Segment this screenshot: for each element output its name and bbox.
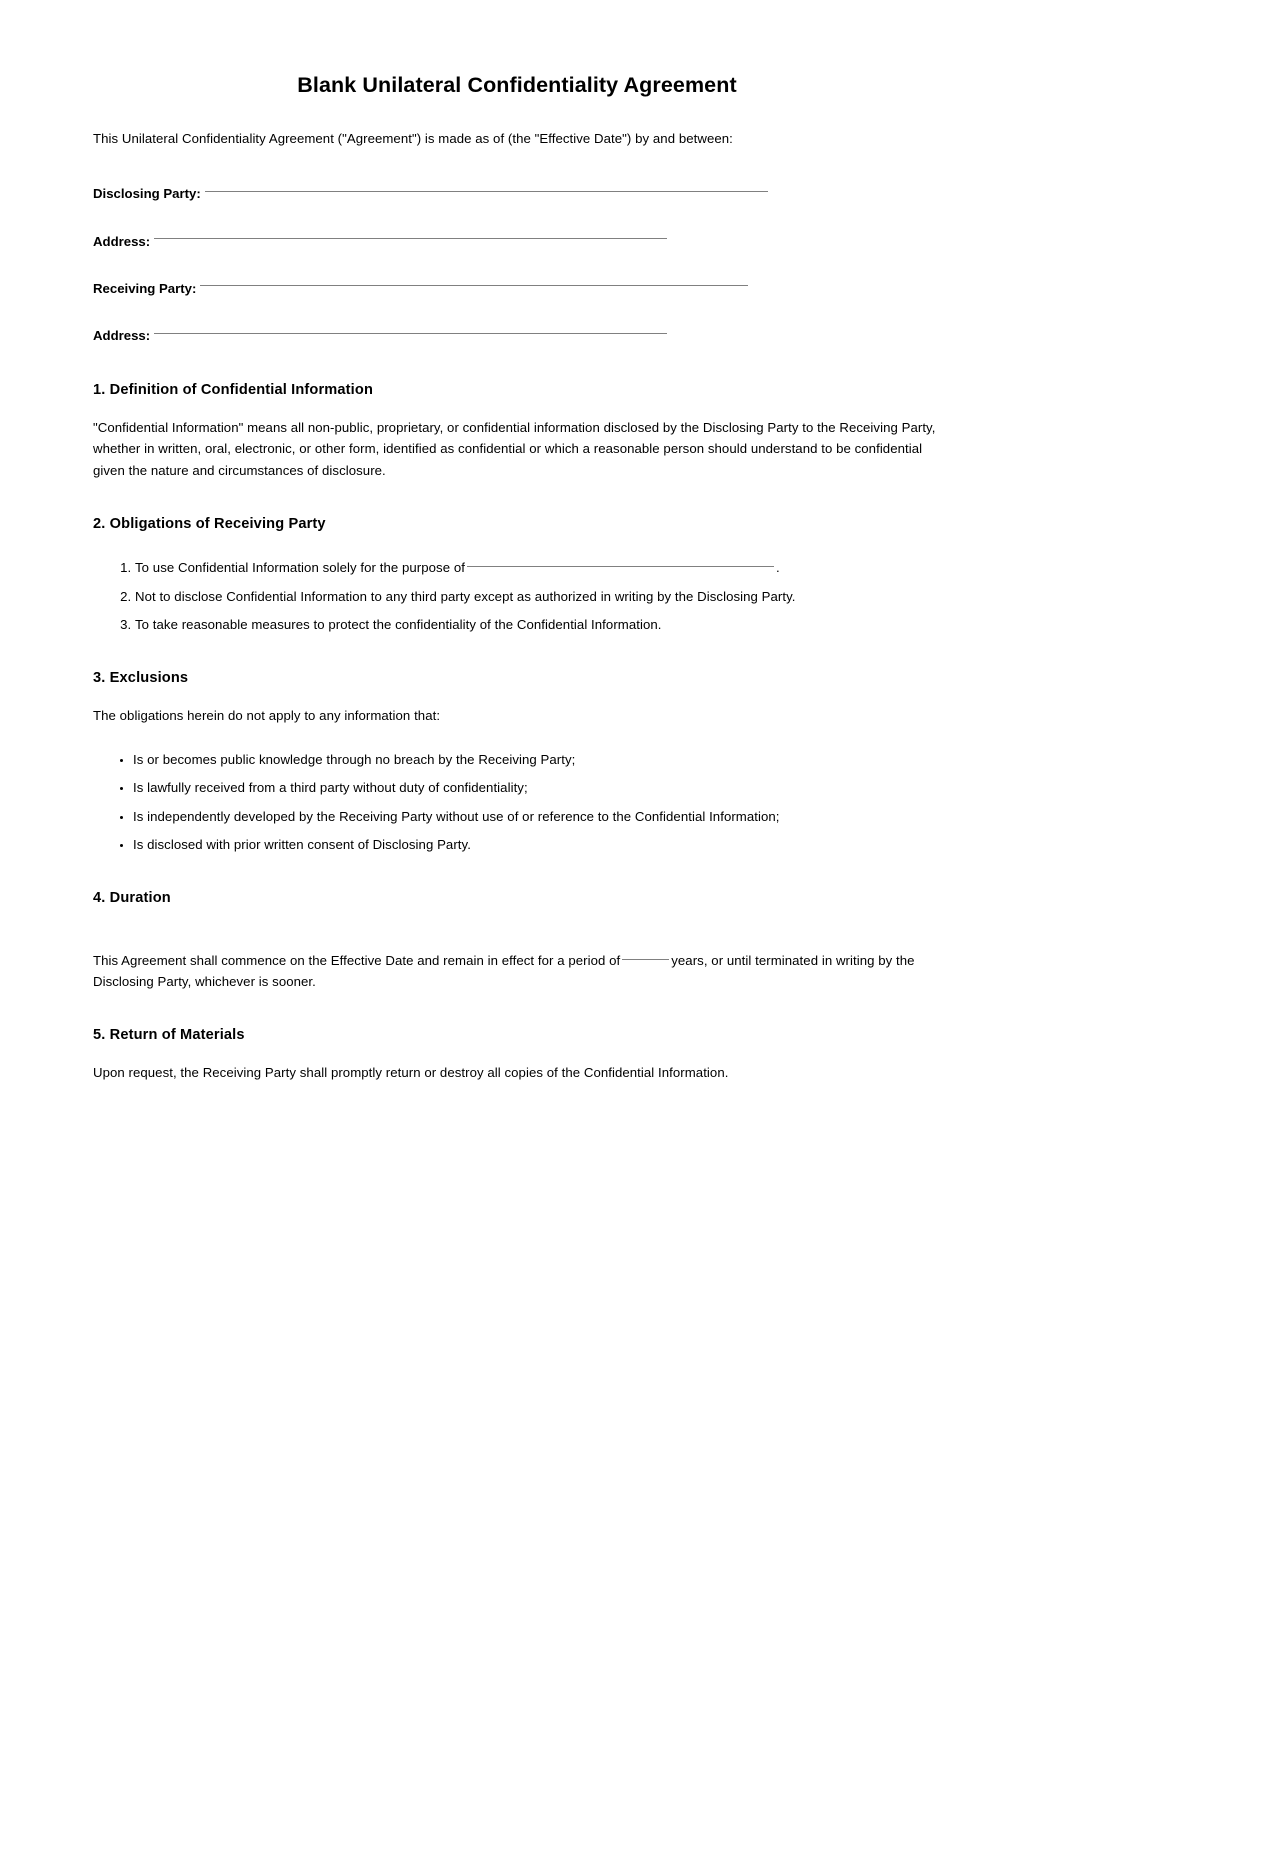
list-item <box>135 557 941 578</box>
obligations-list <box>93 535 941 635</box>
page-title: Blank Unilateral Confidentiality Agreement <box>297 73 737 97</box>
field-receiving-party <box>93 278 941 299</box>
list-item-text: To use Confidential Information solely for the purpose of <box>135 560 465 576</box>
list-item: • Is independently developed by the Receiving Party without use of or reference to the Confidential Information; <box>133 806 941 827</box>
duration-text-before: This Agreement shall commence on the Effective Date and remain in effect for a period of <box>93 952 621 968</box>
document-body <box>93 0 941 1084</box>
field-label-disclosing-party: Disclosing Party: <box>93 186 201 202</box>
section-heading-definition: 1. Definition of Confidential Information <box>93 381 374 398</box>
section-text-definition: "Confidential Information" means all non-public, proprietary, or confidential information disclosed by the Disclosing Party to the Receiving Party, whether in written, oral, electronic, or other form, identified as confidential or which a reasonable person should understand to be confidential given the nature and circumstances of disclosure. <box>93 419 936 478</box>
section-heading-duration: 4. Duration <box>93 890 171 907</box>
exclusions-list <box>93 727 941 856</box>
list-item-text: Not to disclose Confidential Information to any third party except as authorized in writing by the Disclosing Party. <box>135 588 796 604</box>
duration-years-input[interactable] <box>622 959 669 960</box>
list-item-text: To take reasonable measures to protect the confidentiality of the Confidential Information. <box>135 616 662 632</box>
field-label-receiving-address: Address: <box>93 328 151 344</box>
section-text-exclusions: The obligations herein do not apply to any information that: <box>93 708 441 724</box>
field-input-disclosing-party[interactable] <box>205 191 768 192</box>
list-item: • Is lawfully received from a third party without duty of confidentiality; <box>133 777 941 798</box>
section-text-duration <box>93 910 941 993</box>
field-receiving-address <box>93 325 941 346</box>
field-disclosing-party <box>93 183 941 204</box>
list-item: • Is disclosed with prior written consent of Disclosing Party. <box>133 834 941 855</box>
party-fields <box>93 149 941 347</box>
section-exclusions <box>93 635 941 855</box>
section-heading-return-of-materials: 5. Return of Materials <box>93 1027 245 1044</box>
list-item: • Is or becomes public knowledge through no breach by the Receiving Party; <box>133 749 941 770</box>
list-item-text-after: . <box>775 560 780 576</box>
section-heading-exclusions: 3. Exclusions <box>93 670 189 687</box>
section-definition <box>93 347 941 481</box>
section-text-return-of-materials: Upon request, the Receiving Party shall promptly return or destroy all copies of the Confidential Information. <box>93 1065 729 1081</box>
list-item <box>135 586 941 607</box>
section-heading-obligations: 2. Obligations of Receiving Party <box>93 516 326 533</box>
purpose-blank-input[interactable] <box>467 566 774 567</box>
field-input-receiving-address[interactable] <box>154 333 667 334</box>
list-item <box>135 614 941 635</box>
intro-paragraph: This Unilateral Confidentiality Agreement ("Agreement") is made as of (the "Effective Date") by and between: <box>93 130 733 146</box>
section-return-of-materials <box>93 992 941 1084</box>
field-input-disclosing-address[interactable] <box>154 238 667 239</box>
section-duration <box>93 855 941 992</box>
field-label-receiving-party: Receiving Party: <box>93 281 197 296</box>
field-disclosing-address <box>93 231 941 252</box>
field-label-disclosing-address: Address: <box>93 233 151 249</box>
duration-text-after: years, or until terminated in writing by the Disclosing Party, whichever is sooner. <box>93 952 915 989</box>
field-input-receiving-party[interactable] <box>200 285 748 286</box>
section-obligations <box>93 481 941 635</box>
